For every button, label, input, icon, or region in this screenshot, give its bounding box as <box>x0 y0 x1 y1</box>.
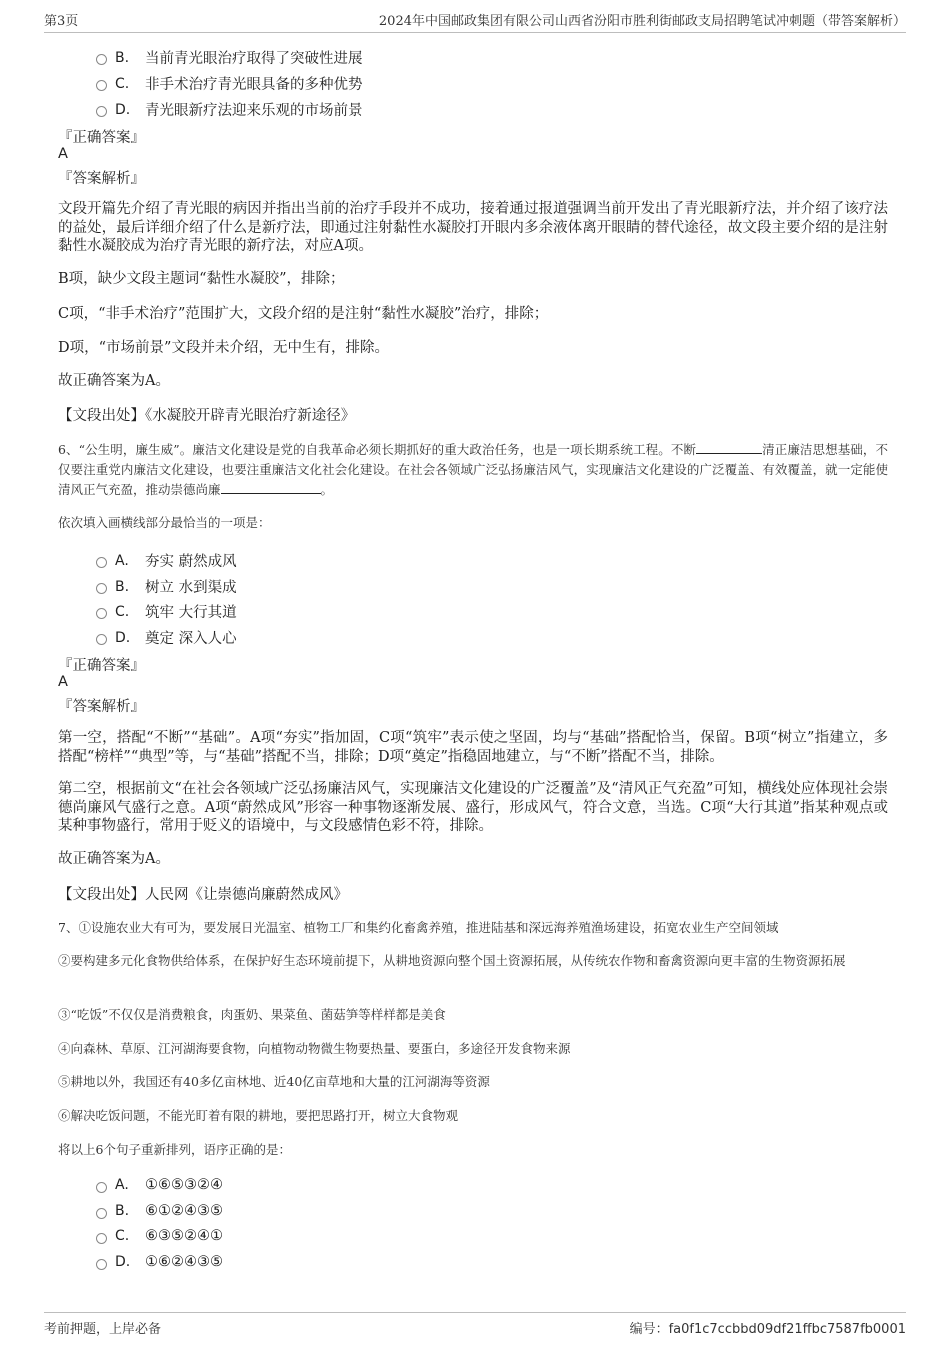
q6-analysis-label: 『答案解析』 <box>58 699 145 715</box>
option-text: 奠定 深入人心 <box>145 631 237 647</box>
q6-stem-part2: 清正廉洁思想基础，不仅要注重党内廉洁文化建设，也要注重廉洁文化社会化建设。在社会各领域广泛弘扬廉洁风气，实现廉洁文化建设的广泛覆盖、有效覆盖，就一定能使清风正气充盈，推动崇德尚廉 <box>58 442 888 497</box>
option-letter: B. <box>115 578 130 595</box>
q5-analysis-label: 『答案解析』 <box>58 171 145 187</box>
option-letter: D. <box>115 629 131 646</box>
q7-sentence-2: ②要构建多元化食物供给体系，在保护好生态环境前提下，从耕地资源向整个国土资源拓展，从传统农作物和畜禽资源向更丰富的生物资源拓展 <box>58 953 846 968</box>
q5-analysis-main: 文段开篇先介绍了青光眼的病因并指出当前的治疗手段并不成功，接着通过报道强调当前开发出了青光眼新疗法，并介绍了该疗法的益处，最后详细介绍了什么是新疗法，即通过注射黏性水凝胶打开眼内多余液体离开眼睛的替代途径，故文段主要介绍的是注射黏性水凝胶成为治疗青光眼的新疗法，对应A项。 <box>58 201 888 254</box>
q7-sentence-4: ④向森林、草原、江河湖海要食物，向植物动物微生物要热量、要蛋白，多途径开发食物来源 <box>58 1041 571 1056</box>
document-code <box>630 1318 906 1337</box>
q7-option-a[interactable] <box>96 1177 223 1193</box>
option-text: 树立 水到渠成 <box>145 580 237 596</box>
option-letter: B. <box>115 49 130 66</box>
code-label: 编号： <box>629 1322 669 1337</box>
q6-answer: A <box>58 674 68 690</box>
q6-answer-label: 『正确答案』 <box>58 658 145 674</box>
q7-option-b[interactable] <box>96 1203 223 1219</box>
option-text: 当前青光眼治疗取得了突破性进展 <box>145 51 363 67</box>
q6-stem <box>58 440 888 500</box>
radio-circle-icon[interactable] <box>96 583 107 594</box>
q7-prompt: 将以上6个句子重新排列，语序正确的是： <box>58 1142 291 1157</box>
option-text: ⑥③⑤②④① <box>145 1228 223 1244</box>
q5-analysis-d: D项，“市场前景”文段并未介绍，无中生有，排除。 <box>58 340 389 356</box>
q5-answer: A <box>58 146 68 162</box>
q6-option-d[interactable] <box>96 627 237 648</box>
radio-circle-icon[interactable] <box>96 1208 107 1219</box>
radio-circle-icon[interactable] <box>96 1182 107 1193</box>
q6-prompt: 依次填入画横线部分最恰当的一项是： <box>58 515 271 530</box>
q7-sentence-5: ⑤耕地以外，我国还有40多亿亩林地、近40亿亩草地和大量的江河湖海等资源 <box>58 1074 490 1089</box>
option-text: 非手术治疗青光眼具备的多种优势 <box>145 77 363 93</box>
q6-source: 【文段出处】人民网《让崇德尚廉蔚然成风》 <box>58 887 348 903</box>
q6-conclusion: 故正确答案为A。 <box>58 851 170 867</box>
option-letter: C. <box>115 603 130 620</box>
option-letter: B. <box>115 1203 130 1219</box>
option-letter: A. <box>115 1177 129 1193</box>
page-header <box>44 10 906 33</box>
q6-analysis-second-blank: 第二空，根据前文“在社会各领域广泛弘扬廉洁风气，实现廉洁文化建设的广泛覆盖”及“清风正气充盈”可知，横线处应体现社会崇德尚廉风气盛行之意。A项“蔚然成风”形容一种事物逐渐发展、盛行，形成风气，符合文意，当选。C项“大行其道”指某种观点或某种事物盛行，常用于贬义的语境中，与文段感情色彩不符，排除。 <box>58 781 888 834</box>
q5-option-b[interactable] <box>96 47 363 68</box>
option-text: ①⑥⑤③②④ <box>145 1177 223 1193</box>
option-letter: C. <box>115 1228 130 1244</box>
q6-option-a[interactable] <box>96 550 237 571</box>
q5-option-c[interactable] <box>96 73 363 94</box>
q5-answer-label: 『正确答案』 <box>58 130 145 146</box>
option-letter: D. <box>115 101 131 118</box>
radio-circle-icon[interactable] <box>96 80 107 91</box>
q5-option-d[interactable] <box>96 99 363 120</box>
document-title: 2024年中国邮政集团有限公司山西省汾阳市胜利街邮政支局招聘笔试冲刺题（带答案解析） <box>378 14 906 29</box>
page-footer <box>44 1312 906 1337</box>
option-text: ⑥①②④③⑤ <box>145 1203 223 1219</box>
q7-sentence-3: ③“吃饭”不仅仅是消费粮食，肉蛋奶、果菜鱼、菌菇笋等样样都是美食 <box>58 1007 446 1022</box>
code-value: fa0f1c7ccbbd09df21ffbc7587fb0001 <box>668 1322 906 1337</box>
q6-option-b[interactable] <box>96 576 237 597</box>
option-letter: C. <box>115 75 130 92</box>
q5-analysis-c: C项，“非手术治疗”范围扩大，文段介绍的是注射“黏性水凝胶”治疗，排除； <box>58 306 549 322</box>
radio-circle-icon[interactable] <box>96 608 107 619</box>
option-text: 筑牢 大行其道 <box>145 605 237 621</box>
option-letter: D. <box>115 1254 131 1270</box>
q6-stem-part3: 。 <box>320 482 334 497</box>
q7-option-c[interactable] <box>96 1228 223 1244</box>
option-text: 夯实 蔚然成风 <box>145 554 237 570</box>
q6-option-c[interactable] <box>96 601 237 622</box>
radio-circle-icon[interactable] <box>96 1259 107 1270</box>
page-number: 第3页 <box>44 14 79 29</box>
option-text: 青光眼新疗法迎来乐观的市场前景 <box>145 103 363 119</box>
blank-line <box>696 441 762 454</box>
radio-circle-icon[interactable] <box>96 54 107 65</box>
blank-line <box>221 481 321 494</box>
q7-sentence-6: ⑥解决吃饭问题，不能光盯着有限的耕地，要把思路打开，树立大食物观 <box>58 1108 459 1123</box>
q5-conclusion: 故正确答案为A。 <box>58 373 170 389</box>
radio-circle-icon[interactable] <box>96 634 107 645</box>
radio-circle-icon[interactable] <box>96 1233 107 1244</box>
radio-circle-icon[interactable] <box>96 106 107 117</box>
q5-analysis-b: B项，缺少文段主题词“黏性水凝胶”，排除； <box>58 271 345 287</box>
q7-sentence-1: 7、①设施农业大有可为，要发展日光温室、植物工厂和集约化畜禽养殖，推进陆基和深远海养殖渔场建设，拓宽农业生产空间领域 <box>58 920 779 935</box>
option-letter: A. <box>115 552 129 569</box>
footer-slogan: 考前押题，上岸必备 <box>44 1322 162 1337</box>
q5-source: 【文段出处】《水凝胶开辟青光眼治疗新途径》 <box>58 408 356 424</box>
q7-option-d[interactable] <box>96 1254 223 1270</box>
q6-analysis-first-blank: 第一空，搭配“不断”“基础”。A项“夯实”指加固，C项“筑牢”表示使之坚固，均与“基础”搭配恰当，保留。B项“树立”指建立，多搭配“榜样”“典型”等，与“基础”搭配不当，排除；D项“奠定”指稳固地建立，与“不断”搭配不当，排除。 <box>58 730 888 765</box>
q6-stem-part1: 6、“公生明，廉生威”。廉洁文化建设是党的自我革命必须长期抓好的重大政治任务，也是一项长期系统工程。不断 <box>58 442 697 457</box>
option-text: ①⑥②④③⑤ <box>145 1254 223 1270</box>
radio-circle-icon[interactable] <box>96 557 107 568</box>
